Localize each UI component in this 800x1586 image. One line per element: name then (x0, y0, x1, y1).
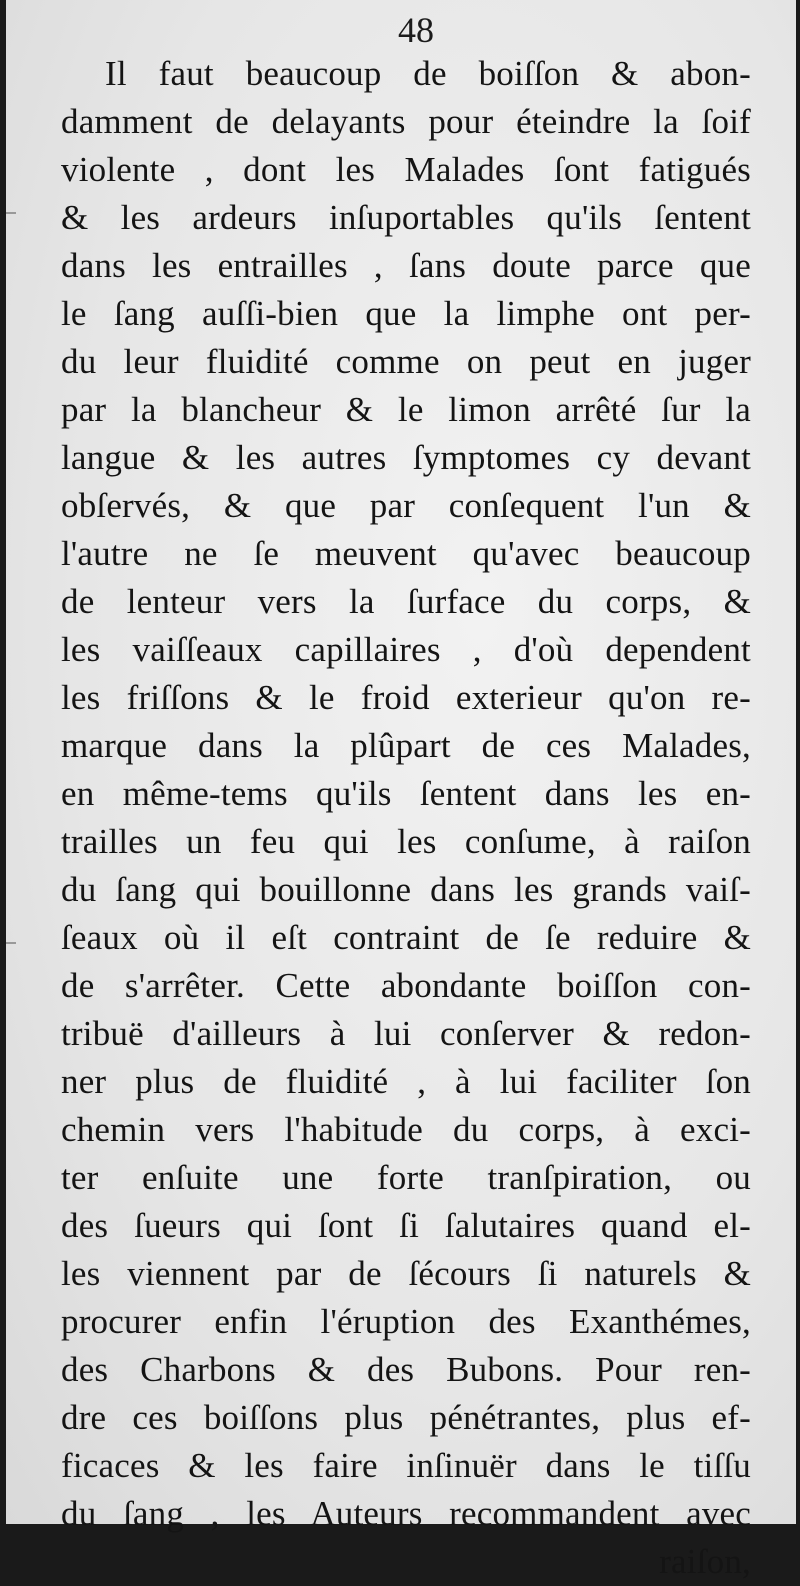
text-line: des ſueurs qui ſont ſi ſalutaires quand el- (61, 1206, 751, 1245)
text-line: l'autre ne ſe meuvent qu'avec beaucoup (61, 534, 751, 573)
body-text (61, 50, 751, 1586)
text-line: les friſſons & le froid exterieur qu'on re- (61, 678, 751, 717)
text-line: damment de delayants pour éteindre la ſoif (61, 102, 751, 141)
text-line: trailles un feu qui les conſume, à raiſon (61, 822, 751, 861)
text-line: de s'arrêter. Cette abondante boiſſon con- (61, 966, 751, 1005)
text-line: obſervés, & que par conſequent l'un & (61, 486, 751, 525)
text-line: procurer enfin l'éruption des Exanthémes, (61, 1302, 751, 1341)
catchword-line: raiſon, (659, 1542, 751, 1581)
text-line: langue & les autres ſymptomes cy devant (61, 438, 751, 477)
text-line: Il faut beaucoup de boiſſon & abon- (105, 54, 751, 93)
text-line: du ſang , les Auteurs recommandent avec (61, 1494, 751, 1533)
text-line: de lenteur vers la ſurface du corps, & (61, 582, 751, 621)
text-line: par la blancheur & le limon arrêté ſur la (61, 390, 751, 429)
page-number: 48 (398, 10, 434, 50)
text-line: en même-tems qu'ils ſentent dans les en- (61, 774, 751, 813)
text-line: les vaiſſeaux capillaires , d'où dependent (61, 630, 751, 669)
text-line: ſeaux où il eſt contraint de ſe reduire & (61, 918, 751, 957)
text-line: & les ardeurs inſuportables qu'ils ſentent (61, 198, 751, 237)
text-line: les viennent par de ſécours ſi naturels & (61, 1254, 751, 1293)
text-line: dre ces boiſſons plus pénétrantes, plus ef- (61, 1398, 751, 1437)
text-line: du ſang qui bouillonne dans les grands vaiſ- (61, 870, 751, 909)
text-line: chemin vers l'habitude du corps, à exci- (61, 1110, 751, 1149)
text-line: violente , dont les Malades ſont fatigués (61, 150, 751, 189)
text-line: ter enſuite une forte tranſpiration, ou (61, 1158, 751, 1197)
text-line: des Charbons & des Bubons. Pour ren- (61, 1350, 751, 1389)
text-line: marque dans la plûpart de ces Malades, (61, 726, 751, 765)
text-line: tribuë d'ailleurs à lui conſerver & redon- (61, 1014, 751, 1053)
text-line: ner plus de fluidité , à lui faciliter ſon (61, 1062, 751, 1101)
text-line: le ſang auſſi-bien que la limphe ont per- (61, 294, 751, 333)
text-line: du leur fluidité comme on peut en juger (61, 342, 751, 381)
edge-mark (6, 212, 16, 214)
book-page (6, 0, 796, 1581)
edge-mark (6, 942, 16, 944)
text-line: dans les entrailles , ſans doute parce que (61, 246, 751, 285)
text-line: ficaces & les faire inſinuër dans le tiſſu (61, 1446, 751, 1485)
